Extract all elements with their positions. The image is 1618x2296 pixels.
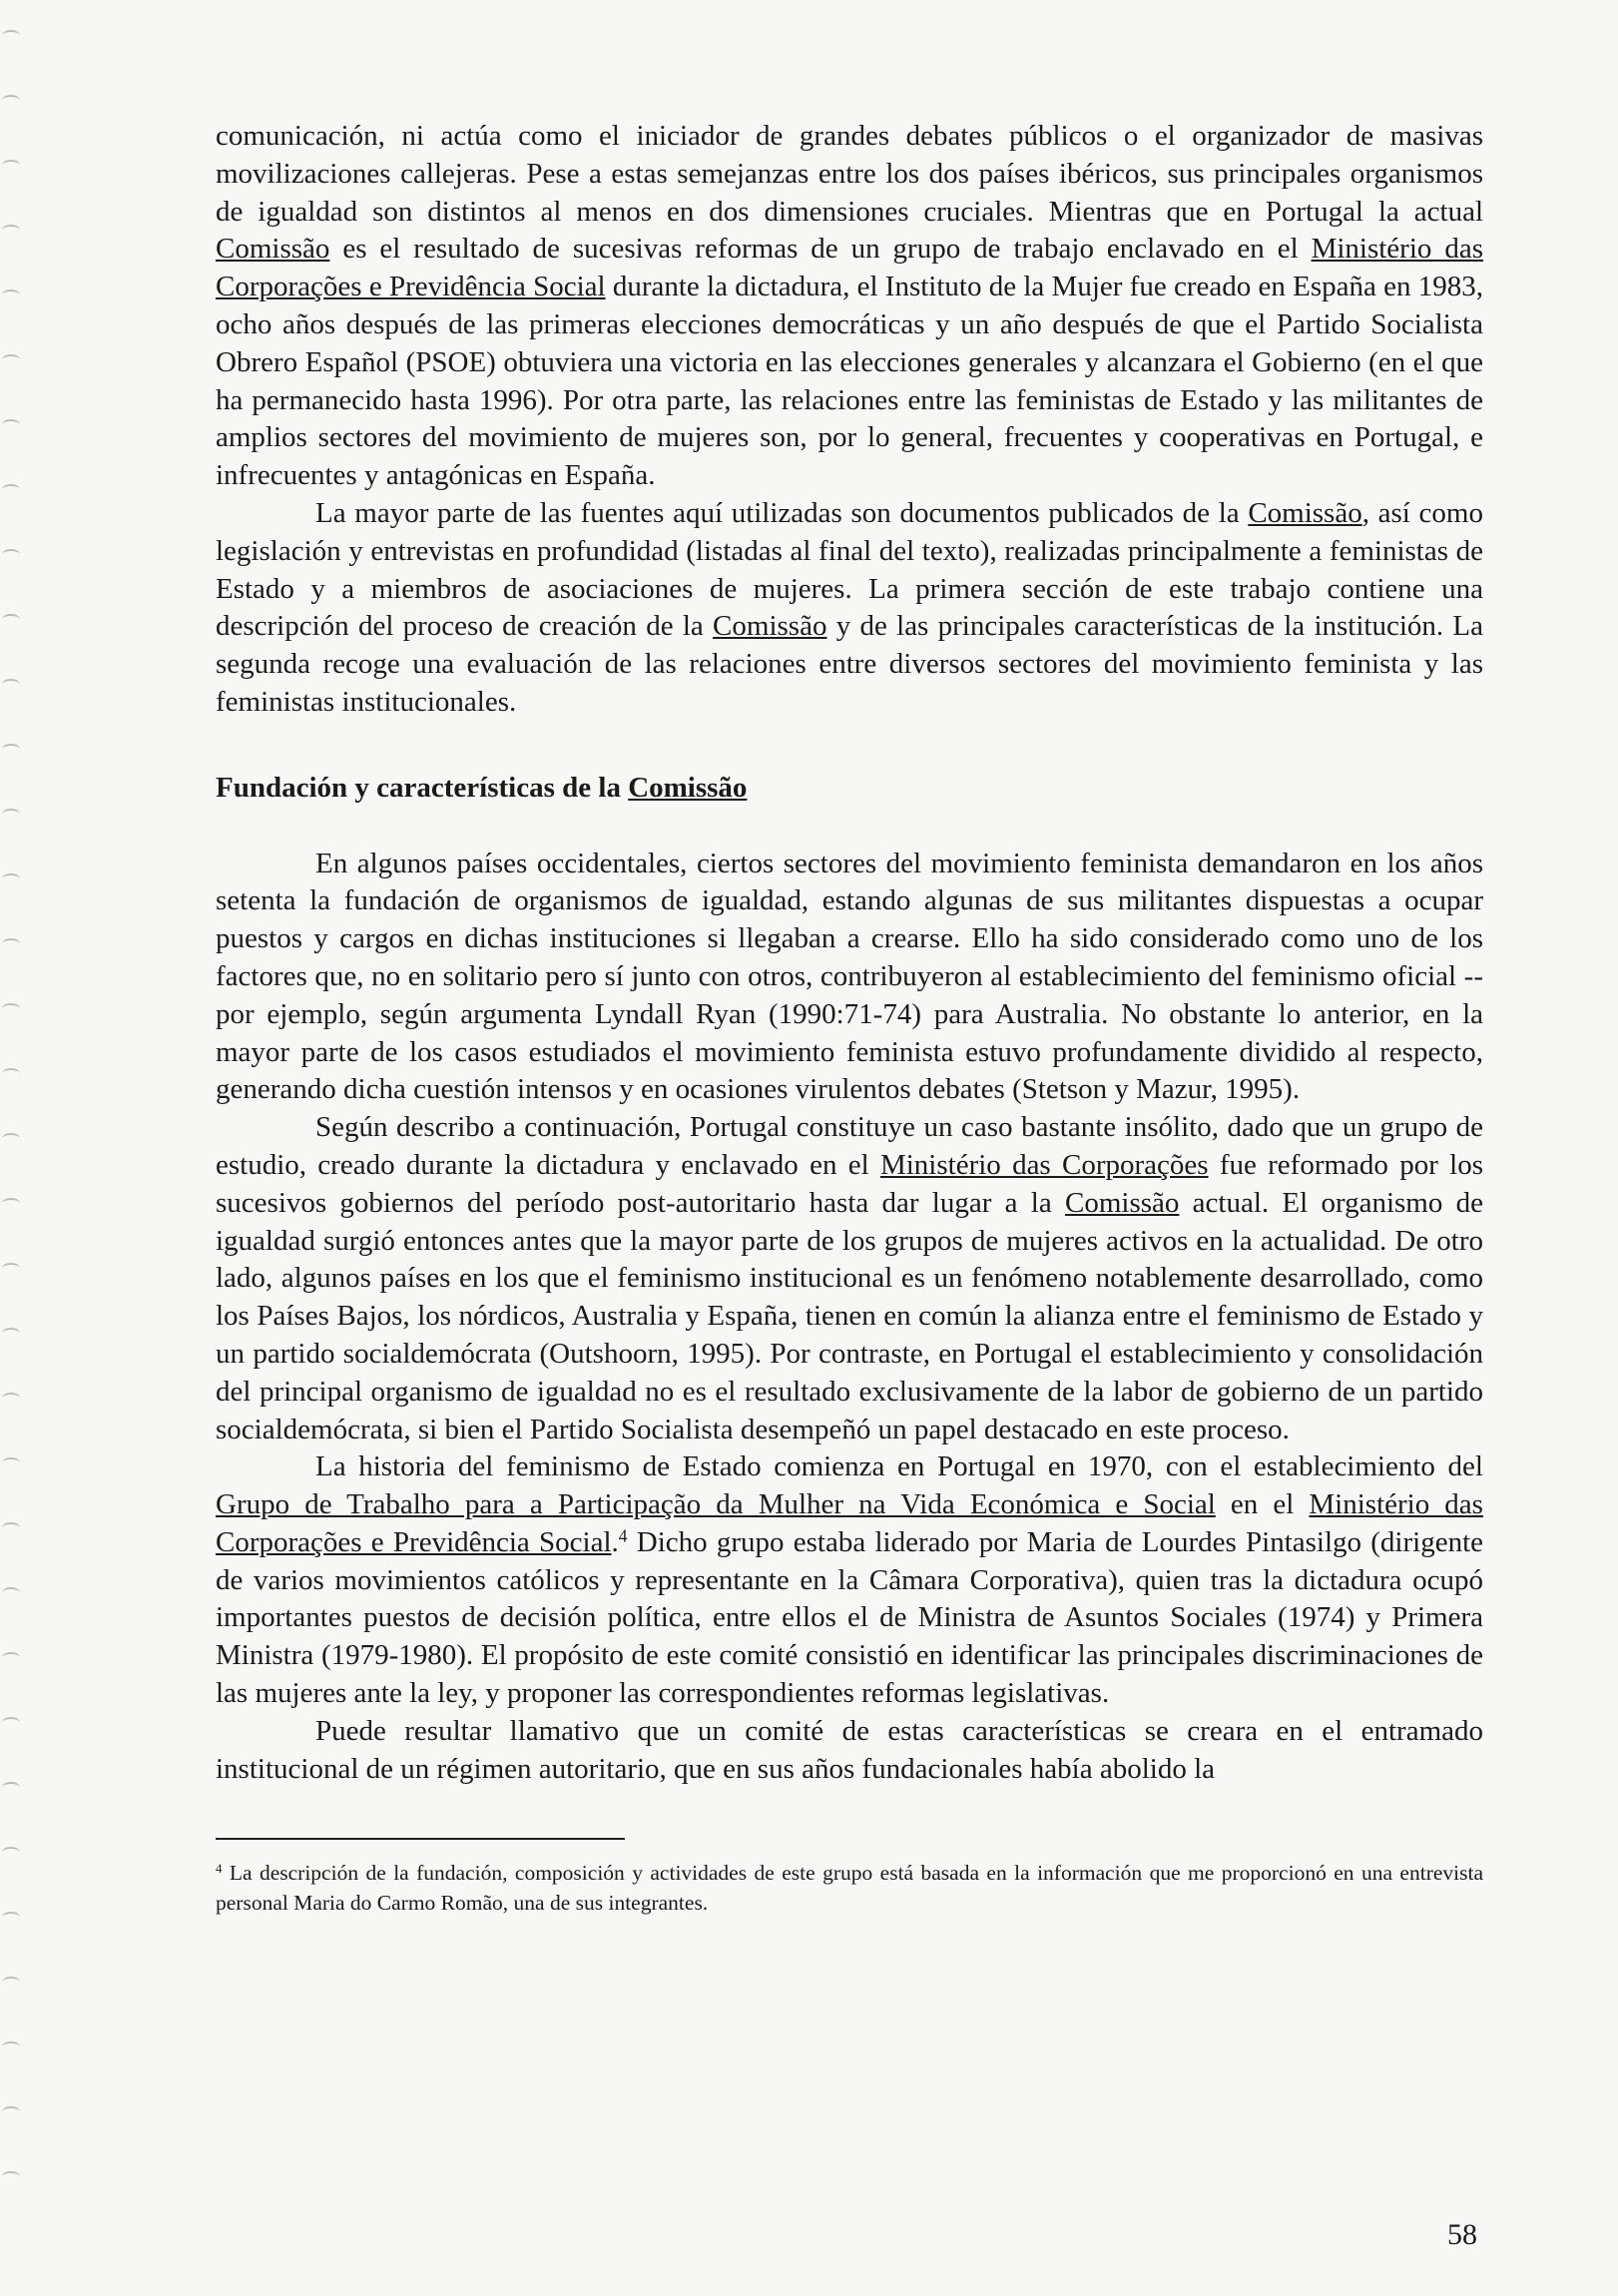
binding-hole — [2, 1652, 20, 1663]
binding-holes — [0, 0, 40, 2296]
binding-hole — [2, 225, 20, 236]
paragraph-4: Según describo a continuación, Portugal constituye un caso bastante insólito, dado que un grupo de estudio, creado durante la dictadura y enclavado en el Ministério das Corporações fue reformado por los sucesivos gobiernos del período post-autoritario hasta dar lugar a la Comissão actual. El organismo de igualdad surgió entonces antes que la mayor parte de los grupos de mujeres activos en la actualidad. De otro lado, algunos países en los que el feminismo institucional es un fenómeno notablemente desarrollado, como los Países Bajos, los nórdicos, Australia y España, tienen en común la alianza entre el feminismo de Estado y un partido socialdemócrata (Outshoorn, 1995). Por contraste, en Portugal el establecimiento y consolidación del principal organismo de igualdad no es el resultado exclusivamente de la labor de gobierno de un partido socialdemócrata, si bien el Partido Socialista desempeñó un papel destacado en este proceso. — [216, 1111, 1483, 1445]
paragraph-2: La mayor parte de las fuentes aquí utilizadas son documentos publicados de la Comissão, así como legislación y entrevistas en profundidad (listadas al final del texto), realizadas principalmente a feministas de Estado y a miembros de asociaciones de mujeres. La primera sección de este trabajo contiene una descripción del proceso de creación de la Comissão y de las principales características de la institución. La segunda recoge una evaluación de las relaciones entre diversos sectores del movimiento feminista y las feministas institucionales. — [216, 496, 1483, 718]
term-comissao: Comissão — [628, 771, 748, 804]
footnote-ref: 4 — [618, 1525, 628, 1546]
section-heading: Fundación y características de la Comissão — [216, 771, 748, 804]
binding-hole — [2, 2106, 20, 2117]
binding-hole — [2, 938, 20, 949]
paragraph-3: En algunos países occidentales, ciertos sectores del movimiento feminista demandaron en los años setenta la fundación de organismos de igualdad, estando algunas de sus militantes dispuestas a ocupar puestos y cargos en dichas instituciones si llegaban a crearse. Ello ha sido considerado como uno de los factores que, no en solitario pero sí junto con otros, contribuyeron al establecimiento del feminismo oficial -- por ejemplo, según argumenta Lyndall Ryan (1990:71-74) para Australia. No obstante lo anterior, en la mayor parte de los casos estudiados el movimiento feminista estuvo profundamente dividido al respecto, generando dicha cuestión intensos y en ocasiones virulentos debates (Stetson y Mazur, 1995). — [216, 847, 1483, 1106]
binding-hole — [2, 1522, 20, 1533]
footnote-separator — [216, 1838, 625, 1840]
binding-hole — [2, 614, 20, 625]
binding-hole — [2, 354, 20, 365]
term-grupo-de-trabalho: Grupo de Trabalho para a Participação da Mulher na Vida Económica e Social — [216, 1488, 1216, 1521]
binding-hole — [2, 1847, 20, 1858]
binding-hole — [2, 1587, 20, 1598]
binding-hole — [2, 809, 20, 820]
binding-hole — [2, 95, 20, 106]
binding-hole — [2, 1977, 20, 1988]
binding-hole — [2, 1393, 20, 1404]
binding-hole — [2, 2041, 20, 2052]
binding-hole — [2, 1717, 20, 1728]
binding-hole — [2, 484, 20, 495]
binding-hole — [2, 1133, 20, 1144]
paragraph-1: comunicación, ni actúa como el iniciador de grandes debates públicos o el organizador de masivas movilizaciones callejeras. Pese a estas semejanzas entre los dos países ibéricos, sus principales organismos de igualdad son distintos al menos en dos dimensiones cruciales. Mientras que en Portugal la actual Comissão es el resultado de sucesivas reformas de un grupo de trabajo enclavado en el Ministério das Corporações e Previdência Social durante la dictadura, el Instituto de la Mujer fue creado en España en 1983, ocho años después de las primeras elecciones democráticas y un año después de que el Partido Socialista Obrero Español (PSOE) obtuviera una victoria en las elecciones generales y alcanzara el Gobierno (en el que ha permanecido hasta 1996). Por otra parte, las relaciones entre las feministas de Estado y las militantes de amplios sectores del movimiento de mujeres son, por lo general, frecuentes y cooperativas en Portugal, e infrecuentes y antagónicas en España. — [216, 120, 1483, 492]
binding-hole — [2, 1198, 20, 1209]
term-comissao: Comissão — [713, 610, 827, 643]
binding-hole — [2, 419, 20, 430]
binding-hole — [2, 1328, 20, 1339]
binding-hole — [2, 289, 20, 300]
binding-hole — [2, 2171, 20, 2182]
term-comissao: Comissão — [216, 233, 330, 266]
binding-hole — [2, 1068, 20, 1079]
binding-hole — [2, 30, 20, 41]
term-comissao: Comissão — [1065, 1186, 1180, 1219]
binding-hole — [2, 873, 20, 884]
binding-hole — [2, 160, 20, 171]
paragraph-6: Puede resultar llamativo que un comité de estas características se creara en el entramado institucional de un régimen autoritario, que en sus años fundacionales había abolido la — [216, 1714, 1483, 1785]
term-ministerio: Ministério das Corporações e Previdência Social — [216, 1488, 1483, 1558]
binding-hole — [2, 1457, 20, 1468]
page-number: 58 — [1447, 2218, 1477, 2251]
term-ministerio: Ministério das Corporações e Previdência Social — [216, 233, 1483, 303]
term-ministerio: Ministério das Corporações — [879, 1148, 1209, 1181]
binding-hole — [2, 1263, 20, 1274]
document-page — [216, 118, 1483, 1918]
footnote-number: 4 — [216, 1862, 223, 1877]
binding-hole — [2, 744, 20, 755]
binding-hole — [2, 1912, 20, 1923]
binding-hole — [2, 679, 20, 690]
binding-hole — [2, 1003, 20, 1014]
term-comissao: Comissão — [1248, 496, 1362, 529]
binding-hole — [2, 549, 20, 560]
binding-hole — [2, 1782, 20, 1793]
paragraph-5: La historia del feminismo de Estado comienza en Portugal en 1970, con el establecimiento del Grupo de Trabalho para a Participação da Mulher na Vida Económica e Social en el Ministério das Corporações e Previdência Social.$^4$ Dicho grupo estaba liderado por Maria de Lourdes Pintasilgo (dirigente de varios movimientos católicos y representante en la Câmara Corporativa), quien tras la dictadura ocupó importantes puestos de decisión política, entre ellos el de Ministra de Asuntos Sociales (1974) y Primera Ministra (1979-1980). El propósito de este comité consistió en identificar las principales discriminaciones de las mujeres ante la ley, y proponer las correspondientes reformas legislativas. — [216, 1450, 1483, 1710]
footnote: $^4$ La descripción de la fundación, composición y actividades de este grupo está basada en la información que me proporcionó en una entrevista personal Maria do Carmo Romão, una de sus integrantes. — [216, 1861, 1483, 1916]
